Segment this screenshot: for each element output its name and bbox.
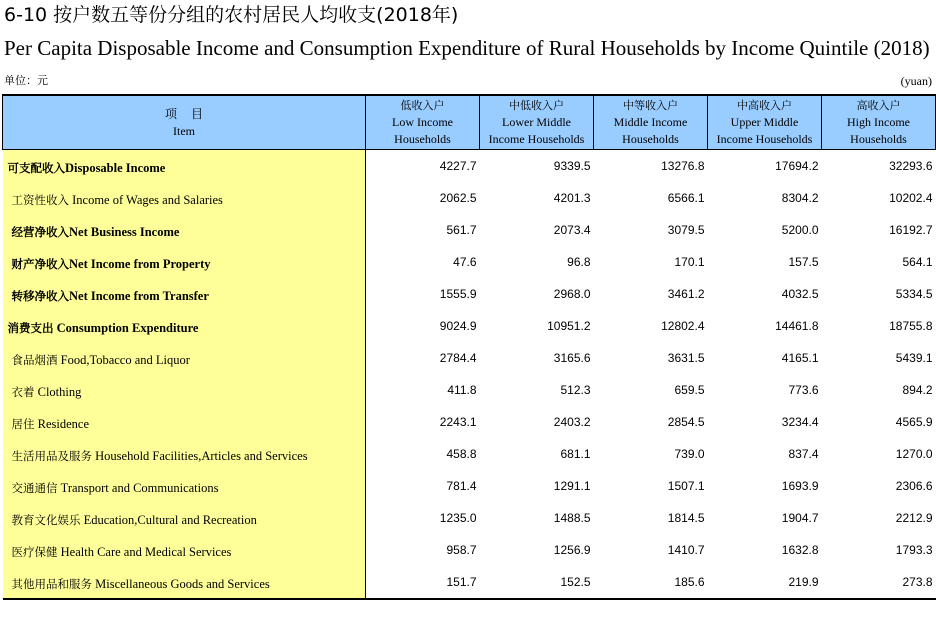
- value-cell: 3631.5: [667, 351, 705, 365]
- row-label-cn: 居住: [11, 416, 35, 431]
- value-cell: 32293.6: [889, 159, 933, 173]
- header-label-cn: 中高收入户: [737, 98, 792, 112]
- value-cell: 4201.3: [553, 191, 591, 205]
- row-label: [3, 566, 366, 599]
- header-label-en-line2: Income Households: [716, 131, 813, 146]
- header-item-label-cn: 项目: [164, 107, 217, 121]
- table-row: [3, 438, 936, 470]
- row-label: [3, 182, 366, 214]
- header-item: [3, 95, 366, 150]
- row-label-en: Food,Tobacco and Liquor: [57, 352, 190, 367]
- row-label: [3, 470, 366, 502]
- value-cell: 3079.5: [667, 223, 705, 237]
- row-label-en: Miscellaneous Goods and Services: [92, 576, 270, 591]
- unit-label-chinese: 单位：元: [4, 74, 48, 87]
- value-cell: 564.1: [902, 255, 933, 269]
- row-label: [3, 406, 366, 438]
- value-cell: 47.6: [453, 255, 477, 269]
- value-cell: 10202.4: [889, 191, 933, 205]
- value-cell: 1256.9: [553, 543, 591, 557]
- header-label-en-line1: Low Income: [392, 114, 453, 129]
- table-row: [3, 374, 936, 406]
- row-label-cn: 交通通信: [11, 480, 58, 495]
- row-label: [3, 278, 366, 310]
- value-cell: 2062.5: [439, 191, 477, 205]
- value-cell: 6566.1: [667, 191, 705, 205]
- value-cell: 10951.2: [547, 319, 591, 333]
- value-cell: 1904.7: [781, 511, 819, 525]
- header-label-cn: 低收入户: [400, 98, 445, 112]
- table-row: [3, 502, 936, 534]
- row-label: [3, 374, 366, 406]
- value-cell: 3461.2: [667, 287, 705, 301]
- header-label-en-line2: Households: [394, 131, 451, 146]
- value-cell: 151.7: [366, 566, 480, 599]
- value-cell: 9024.9: [439, 319, 477, 333]
- value-cell: 958.7: [446, 543, 477, 557]
- row-label-cn: 可支配收入: [7, 160, 65, 175]
- value-cell: 1270.0: [895, 447, 933, 461]
- row-label-en: Education,Cultural and Recreation: [80, 512, 257, 527]
- value-cell: 157.5: [788, 255, 819, 269]
- row-label: [3, 246, 366, 278]
- row-label-en: Disposable Income: [65, 160, 166, 175]
- row-label-cn: 食品烟酒: [11, 352, 58, 367]
- header-item-label-en: Item: [173, 124, 195, 138]
- row-label-cn: 消费支出: [7, 320, 54, 335]
- row-label-en: Clothing: [34, 384, 82, 399]
- header-lower-middle-income: [480, 95, 594, 150]
- value-cell: 512.3: [560, 383, 591, 397]
- value-cell: 4227.7: [439, 159, 477, 173]
- value-cell: 13276.8: [661, 159, 705, 173]
- value-cell: 773.6: [788, 383, 819, 397]
- value-cell: 4565.9: [895, 415, 933, 429]
- value-cell: 273.8: [822, 566, 936, 599]
- row-label-cn: 其他用品和服务: [11, 576, 92, 591]
- header-low-income: [366, 95, 480, 150]
- value-cell: 96.8: [567, 255, 591, 269]
- value-cell: 2306.6: [895, 479, 933, 493]
- value-cell: 4032.5: [781, 287, 819, 301]
- value-cell: 2968.0: [553, 287, 591, 301]
- table-header-row: [3, 95, 936, 150]
- value-cell: 152.5: [480, 566, 594, 599]
- row-label-cn: 医疗保健: [11, 544, 58, 559]
- row-label-en: Residence: [34, 416, 89, 431]
- header-middle-income: [594, 95, 708, 150]
- row-label-en: Consumption Expenditure: [53, 320, 199, 335]
- value-cell: 894.2: [902, 383, 933, 397]
- header-label-en-line1: Middle Income: [613, 114, 688, 129]
- row-label-cn: 工资性收入: [11, 192, 69, 207]
- table-row: [3, 150, 936, 183]
- value-cell: 2854.5: [667, 415, 705, 429]
- row-label: [3, 502, 366, 534]
- table-row: [3, 534, 936, 566]
- value-cell: 5334.5: [895, 287, 933, 301]
- row-label-en: Household Facilities,Articles and Services: [92, 448, 308, 463]
- value-cell: 1291.1: [553, 479, 591, 493]
- value-cell: 1235.0: [439, 511, 477, 525]
- value-cell: 3234.4: [781, 415, 819, 429]
- table-row: [3, 342, 936, 374]
- header-label-en-line1: Lower Middle: [502, 114, 571, 129]
- row-label: [3, 214, 366, 246]
- header-label-en-line1: High Income: [847, 114, 910, 129]
- value-cell: 185.6: [594, 566, 708, 599]
- row-label-en: Transport and Communications: [57, 480, 219, 495]
- value-cell: 681.1: [560, 447, 591, 461]
- row-label-cn: 教育文化娱乐: [11, 512, 81, 527]
- value-cell: 2403.2: [553, 415, 591, 429]
- value-cell: 659.5: [674, 383, 705, 397]
- header-label-en-line2: Households: [850, 131, 907, 146]
- value-cell: 14461.8: [775, 319, 819, 333]
- row-label-cn: 财产净收入: [11, 256, 69, 271]
- row-label: [3, 438, 366, 470]
- row-label: [3, 534, 366, 566]
- table-row: [3, 278, 936, 310]
- value-cell: 2784.4: [439, 351, 477, 365]
- value-cell: 2212.9: [895, 511, 933, 525]
- table-row: [3, 246, 936, 278]
- row-label-en: Income of Wages and Salaries: [69, 192, 223, 207]
- value-cell: 1632.8: [781, 543, 819, 557]
- value-cell: 5439.1: [895, 351, 933, 365]
- value-cell: 739.0: [674, 447, 705, 461]
- value-cell: 9339.5: [553, 159, 591, 173]
- row-label: [3, 150, 366, 183]
- value-cell: 12802.4: [661, 319, 705, 333]
- unit-label-english: (yuan): [900, 74, 932, 88]
- table-row: [3, 566, 936, 599]
- table-row: [3, 406, 936, 438]
- income-expenditure-table: [2, 94, 936, 600]
- table-row: [3, 310, 936, 342]
- value-cell: 17694.2: [775, 159, 819, 173]
- row-label: [3, 342, 366, 374]
- value-cell: 1410.7: [667, 543, 705, 557]
- value-cell: 5200.0: [781, 223, 819, 237]
- value-cell: 2243.1: [439, 415, 477, 429]
- row-label-cn: 经营净收入: [11, 224, 69, 239]
- header-upper-middle-income: [708, 95, 822, 150]
- value-cell: 2073.4: [553, 223, 591, 237]
- table-row: [3, 470, 936, 502]
- header-label-cn: 高收入户: [856, 98, 901, 112]
- table-title-chinese: 6-10 按户数五等份分组的农村居民人均收支(2018年): [4, 4, 459, 26]
- value-cell: 1555.9: [439, 287, 477, 301]
- header-label-en-line2: Income Households: [488, 131, 585, 146]
- value-cell: 16192.7: [889, 223, 933, 237]
- value-cell: 1793.3: [895, 543, 933, 557]
- row-label-en: Net Business Income: [69, 224, 180, 239]
- row-label-en: Net Income from Property: [69, 256, 211, 271]
- header-high-income: [822, 95, 936, 150]
- value-cell: 3165.6: [553, 351, 591, 365]
- row-label-en: Net Income from Transfer: [69, 288, 209, 303]
- value-cell: 561.7: [446, 223, 477, 237]
- header-label-cn: 中等收入户: [623, 98, 678, 112]
- value-cell: 458.8: [446, 447, 477, 461]
- header-label-en-line1: Upper Middle: [730, 114, 799, 129]
- table-row: [3, 182, 936, 214]
- value-cell: 170.1: [674, 255, 705, 269]
- value-cell: 1507.1: [667, 479, 705, 493]
- table-title-english: Per Capita Disposable Income and Consumption Expenditure of Rural Households by Income Quintile (2018): [4, 36, 930, 60]
- row-label: [3, 310, 366, 342]
- table-row: [3, 214, 936, 246]
- value-cell: 781.4: [446, 479, 477, 493]
- header-label-en-line2: Households: [622, 131, 679, 146]
- row-label-en: Health Care and Medical Services: [57, 544, 232, 559]
- value-cell: 837.4: [788, 447, 819, 461]
- value-cell: 219.9: [708, 566, 822, 599]
- value-cell: 4165.1: [781, 351, 819, 365]
- value-cell: 411.8: [447, 383, 477, 397]
- value-cell: 1814.5: [667, 511, 705, 525]
- value-cell: 1693.9: [781, 479, 819, 493]
- row-label-cn: 衣着: [11, 384, 35, 399]
- value-cell: 18755.8: [889, 319, 933, 333]
- header-label-cn: 中低收入户: [509, 98, 564, 112]
- value-cell: 8304.2: [781, 191, 819, 205]
- value-cell: 1488.5: [553, 511, 591, 525]
- row-label-cn: 生活用品及服务: [11, 448, 92, 463]
- row-label-cn: 转移净收入: [11, 288, 69, 303]
